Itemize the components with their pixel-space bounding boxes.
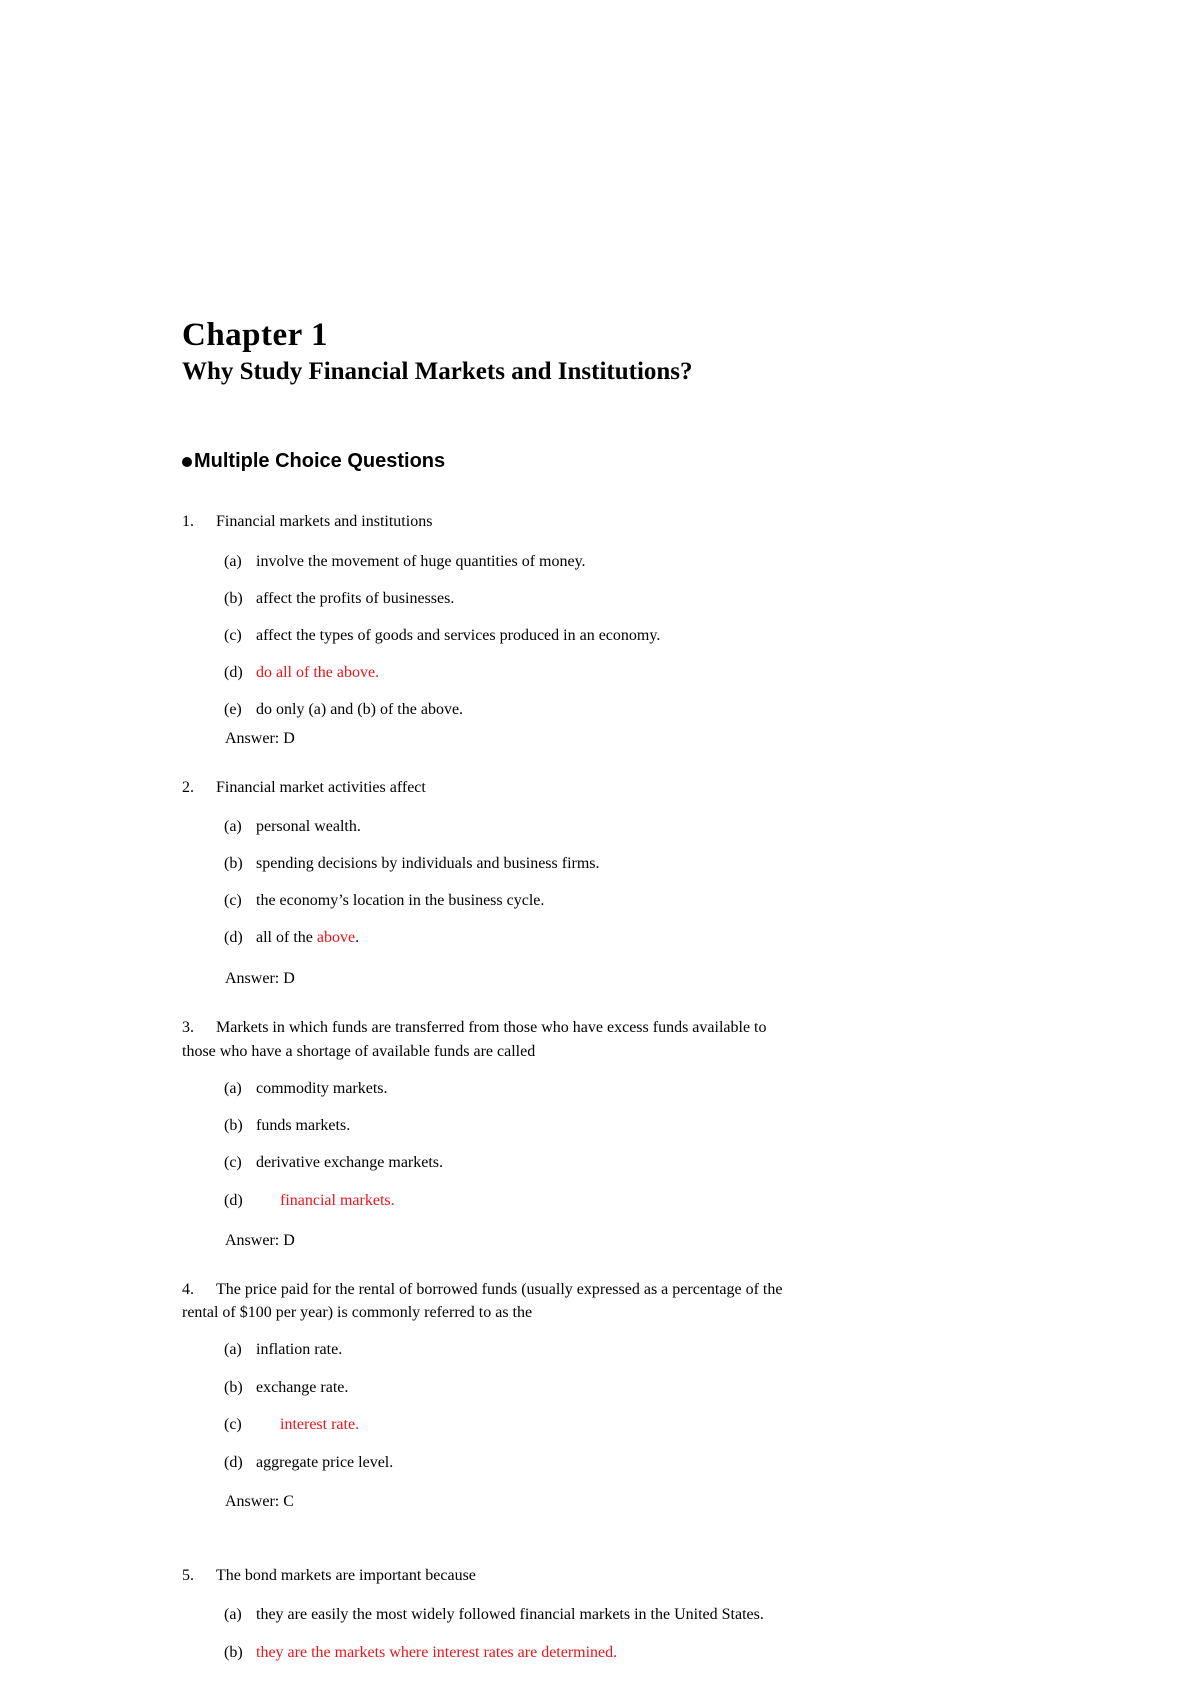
question-1-answer: Answer: D	[225, 730, 295, 747]
bullet-icon	[182, 457, 192, 467]
option-text: the economy’s location in the business cycle.	[256, 892, 545, 909]
question-4-stem-line-2: rental of $100 per year) is commonly referred to as the	[182, 1304, 533, 1321]
question-3-answer: Answer: D	[225, 1232, 295, 1249]
option-text: commodity markets.	[256, 1080, 388, 1097]
option-text: affect the types of goods and services produced in an economy.	[256, 627, 661, 644]
option-label: (a)	[224, 1341, 242, 1358]
option-text: they are easily the most widely followed financial markets in the United States.	[256, 1606, 764, 1623]
question-5-option-a	[224, 1605, 764, 1625]
question-number: 1.	[182, 513, 194, 530]
question-4-option-b	[224, 1378, 348, 1398]
option-label: (b)	[224, 1117, 243, 1134]
option-label: (d)	[224, 929, 243, 946]
question-5-stem	[182, 1566, 476, 1586]
question-1-option-b	[224, 589, 454, 609]
question-1-option-c	[224, 626, 660, 646]
option-label: (a)	[224, 1606, 242, 1623]
option-label: (c)	[224, 892, 242, 909]
question-3-option-a	[224, 1079, 388, 1099]
question-3-option-c	[224, 1153, 443, 1173]
question-4-option-d	[224, 1453, 393, 1473]
question-2-option-a	[224, 817, 361, 837]
option-text: affect the profits of businesses.	[256, 590, 455, 607]
option-label: (b)	[224, 590, 243, 607]
option-label: (c)	[224, 1154, 242, 1171]
question-3-option-b	[224, 1116, 350, 1136]
option-text: inflation rate.	[256, 1341, 343, 1358]
option-text: do only (a) and (b) of the above.	[256, 701, 464, 718]
question-2-option-b	[224, 854, 600, 874]
question-3-option-d	[224, 1191, 395, 1211]
chapter-subtitle: Why Study Financial Markets and Institutions?	[182, 358, 693, 385]
question-text: Financial market activities affect	[216, 779, 426, 796]
option-text: aggregate price level.	[256, 1454, 394, 1471]
correct-option-text: interest rate.	[280, 1416, 360, 1433]
question-2-answer: Answer: D	[225, 970, 295, 987]
option-label: (a)	[224, 818, 242, 835]
correct-option-text: they are the markets where interest rates are determined.	[256, 1644, 618, 1661]
option-text-end: .	[355, 929, 360, 946]
option-label: (e)	[224, 701, 242, 718]
question-2-stem	[182, 778, 426, 798]
option-text: personal wealth.	[256, 818, 361, 835]
question-2-option-c	[224, 891, 544, 911]
question-4-stem-line-1	[182, 1280, 782, 1300]
option-label: (d)	[224, 1192, 243, 1209]
question-1-stem	[182, 512, 432, 532]
option-label: (d)	[224, 1454, 243, 1471]
question-text: The bond markets are important because	[216, 1567, 476, 1584]
option-label: (a)	[224, 553, 242, 570]
option-text: derivative exchange markets.	[256, 1154, 444, 1171]
question-number: 5.	[182, 1567, 194, 1584]
question-1-option-e	[224, 700, 463, 720]
question-number: 3.	[182, 1019, 194, 1036]
question-text: Markets in which funds are transferred from those who have excess funds available to	[216, 1019, 767, 1036]
question-1-option-d	[224, 663, 379, 683]
question-4-answer: Answer: C	[225, 1493, 294, 1510]
question-4-option-c	[224, 1415, 359, 1435]
correct-option-text: do all of the above.	[256, 664, 380, 681]
option-label: (b)	[224, 1379, 243, 1396]
option-text: involve the movement of huge quantities of money.	[256, 553, 586, 570]
question-3-stem-line-2: those who have a shortage of available funds are called	[182, 1043, 536, 1060]
question-5-option-b	[224, 1643, 617, 1663]
option-label: (c)	[224, 627, 242, 644]
question-number: 4.	[182, 1281, 194, 1298]
correct-option-text: financial markets.	[280, 1192, 395, 1209]
option-text: funds markets.	[256, 1117, 351, 1134]
option-label: (a)	[224, 1080, 242, 1097]
question-1-option-a	[224, 552, 586, 572]
option-text: exchange rate.	[256, 1379, 349, 1396]
option-label: (d)	[224, 664, 243, 681]
question-4-option-a	[224, 1340, 342, 1360]
option-text: spending decisions by individuals and business firms.	[256, 855, 600, 872]
question-2-option-d	[224, 928, 359, 948]
option-text: all of the	[256, 929, 317, 946]
section-heading-text: Multiple Choice Questions	[194, 450, 446, 472]
section-heading	[182, 448, 445, 474]
question-number: 2.	[182, 779, 194, 796]
question-text: The price paid for the rental of borrowed funds (usually expressed as a percentage of the	[216, 1281, 783, 1298]
option-label: (c)	[224, 1416, 242, 1433]
question-3-stem-line-1	[182, 1018, 766, 1038]
chapter-title: Chapter 1	[182, 317, 328, 353]
correct-option-text: above	[316, 929, 356, 946]
question-text: Financial markets and institutions	[216, 513, 433, 530]
option-label: (b)	[224, 855, 243, 872]
option-label: (b)	[224, 1644, 243, 1661]
